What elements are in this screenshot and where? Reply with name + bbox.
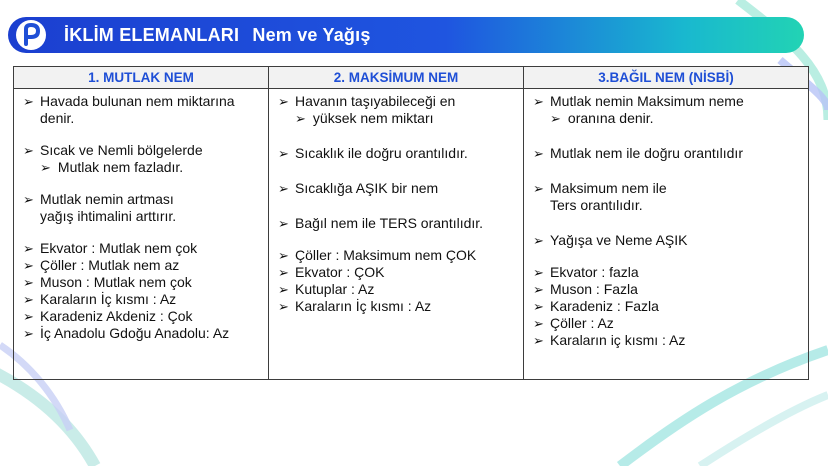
list-item: ➢ Karaların İç kısmı : Az: [278, 298, 432, 314]
list-item: ➢ Maksimum nem ile Ters orantılıdır.: [533, 180, 667, 213]
arrow-bullet-icon: ➢: [533, 233, 544, 248]
logo: [16, 20, 46, 50]
list-item: ➢ Mutlak nemin Maksimum neme ➢ oranına denir.: [533, 93, 744, 126]
arrow-bullet-icon: ➢: [278, 216, 289, 231]
list-item: ➢ Muson : Fazla: [533, 281, 638, 297]
arrow-bullet-icon: ➢: [23, 309, 34, 324]
arrow-bullet-icon: ➢: [533, 181, 544, 196]
list-item: ➢ Bağıl nem ile TERS orantılıdır.: [278, 215, 484, 231]
table-body-row: [14, 89, 809, 380]
arrow-bullet-icon: ➢: [550, 111, 561, 126]
swoosh-bottom-right-2: [700, 395, 828, 466]
list-item: ➢ Mutlak nem ile doğru orantılıdır: [533, 145, 743, 161]
arrow-bullet-icon: ➢: [23, 241, 34, 256]
arrow-bullet-icon: ➢: [533, 299, 544, 314]
column-header-bagil-nem: 3.BAĞIL NEM (NİSBİ): [524, 67, 809, 89]
arrow-bullet-icon: ➢: [23, 275, 34, 290]
swoosh-bottom-left: [0, 370, 95, 466]
column-mutlak-nem: [14, 89, 269, 380]
arrow-bullet-icon: ➢: [533, 333, 544, 348]
list-item: ➢ Çöller : Mutlak nem az: [23, 257, 180, 273]
arrow-bullet-icon: ➢: [23, 94, 34, 109]
list-item: ➢ Karaların İç kısmı : Az: [23, 291, 177, 307]
table-header-row: [14, 67, 809, 89]
arrow-bullet-icon: ➢: [23, 192, 34, 207]
page-title: [64, 25, 379, 46]
arrow-bullet-icon: ➢: [278, 181, 289, 196]
arrow-bullet-icon: ➢: [23, 292, 34, 307]
column-header-mutlak-nem: 1. MUTLAK NEM: [14, 67, 269, 89]
list-item: ➢ Havanın taşıyabileceği en ➢ yüksek nem miktarı: [278, 93, 456, 126]
arrow-bullet-icon: ➢: [40, 160, 51, 175]
column-bagil-nem: [524, 89, 809, 380]
arrow-bullet-icon: ➢: [278, 265, 289, 280]
list-item: ➢ Muson : Mutlak nem çok: [23, 274, 192, 290]
arrow-bullet-icon: ➢: [533, 265, 544, 280]
arrow-bullet-icon: ➢: [295, 111, 306, 126]
arrow-bullet-icon: ➢: [278, 146, 289, 161]
arrow-bullet-icon: ➢: [533, 282, 544, 297]
arrow-bullet-icon: ➢: [533, 316, 544, 331]
list-item: ➢ Kutuplar : Az: [278, 281, 375, 297]
arrow-bullet-icon: ➢: [23, 143, 34, 158]
p-logo-icon: [16, 20, 46, 50]
arrow-bullet-icon: ➢: [23, 258, 34, 273]
arrow-bullet-icon: ➢: [533, 94, 544, 109]
title-sub: Nem ve Yağış: [252, 25, 371, 45]
column-maksimum-nem: [269, 89, 524, 380]
list-item: ➢ Çöller : Az: [533, 315, 614, 331]
list-item: ➢ Ekvator : ÇOK: [278, 264, 385, 280]
list-item: ➢ Karadeniz Akdeniz : Çok: [23, 308, 193, 324]
title-main: İKLİM ELEMANLARI: [64, 25, 240, 45]
list-item: ➢ Mutlak nemin artması yağış ihtimalini arttırır.: [23, 191, 177, 224]
arrow-bullet-icon: ➢: [23, 326, 34, 341]
arrow-bullet-icon: ➢: [278, 282, 289, 297]
list-item: ➢ Karadeniz : Fazla: [533, 298, 659, 314]
column-header-maksimum-nem: 2. MAKSİMUM NEM: [269, 67, 524, 89]
list-item: ➢ İç Anadolu Gdoğu Anadolu: Az: [23, 325, 230, 341]
arrow-bullet-icon: ➢: [533, 146, 544, 161]
list-item: ➢ Ekvator : Mutlak nem çok: [23, 240, 198, 256]
list-item: ➢ Sıcaklık ile doğru orantılıdır.: [278, 145, 468, 161]
arrow-bullet-icon: ➢: [278, 299, 289, 314]
list-item: ➢ Karaların iç kısmı : Az: [533, 332, 686, 348]
list-item: ➢ Ekvator : fazla: [533, 264, 639, 280]
list-item: ➢ Sıcaklığa AŞIK bir nem: [278, 180, 439, 196]
list-item: ➢ Yağışa ve Neme AŞIK: [533, 232, 688, 248]
list-item: ➢ Çöller : Maksimum nem ÇOK: [278, 247, 477, 263]
arrow-bullet-icon: ➢: [278, 94, 289, 109]
list-item: ➢ Sıcak ve Nemli bölgelerde ➢ Mutlak nem fazladır.: [23, 142, 203, 175]
list-item: ➢ Havada bulunan nem miktarına denir.: [23, 93, 235, 126]
nem-table: [13, 66, 809, 380]
arrow-bullet-icon: ➢: [278, 248, 289, 263]
